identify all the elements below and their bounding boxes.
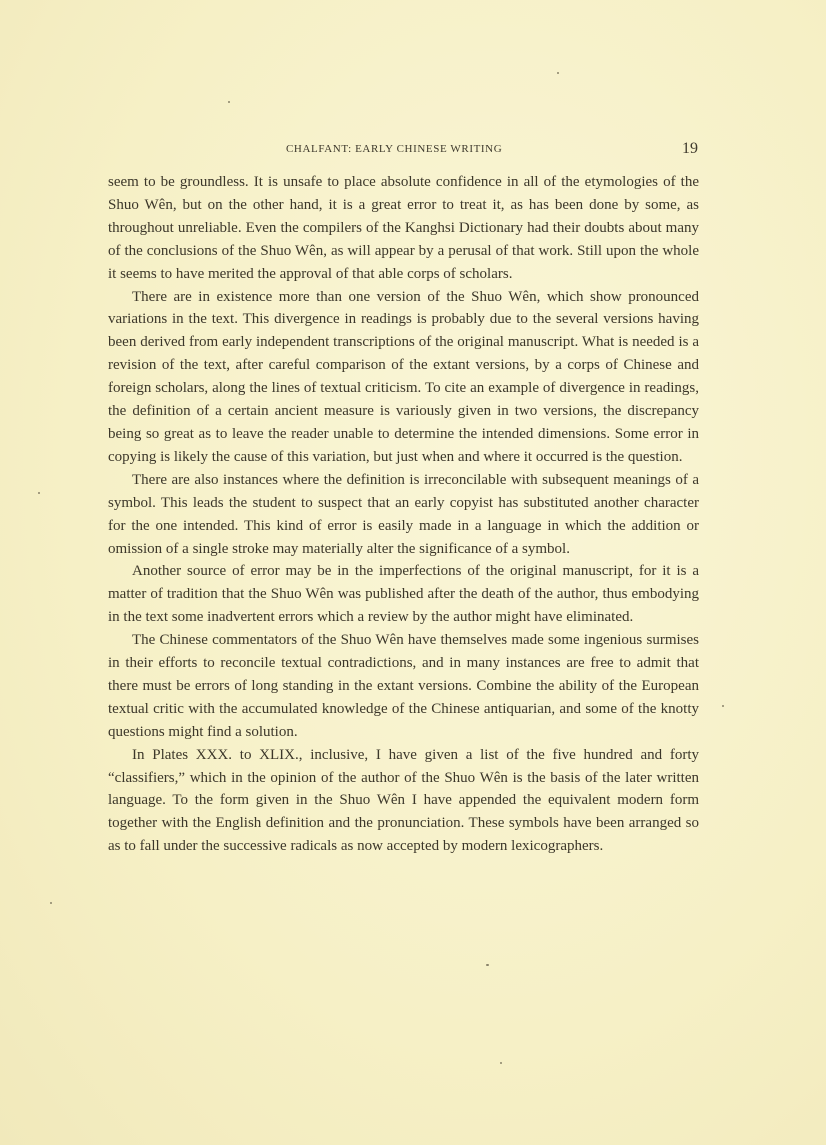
body-text — [108, 171, 699, 858]
paper-speck — [50, 902, 52, 904]
paper-speck — [557, 72, 559, 74]
paper-speck — [38, 492, 40, 494]
page-number: 19 — [682, 140, 698, 157]
paragraph: In Plates XXX. to XLIX., inclusive, I have given a list of the five hundred and forty “classifiers,” which in the opinion of the author of the Shuo Wên is the basis of the later written language. To the form given in the Shuo Wên I have appended the equivalent modern form together with the English definition and the pronunciation. These symbols have been arranged so as to fall under the successive radicals as now accepted by modern lexicographers. — [108, 746, 699, 855]
paper-speck — [722, 705, 724, 707]
paragraph: The Chinese commentators of the Shuo Wên have themselves made some ingenious surmises in their efforts to reconcile textual contradictions, and in many instances are free to admit that there must be errors of long standing in the extant versions. Combine the ability of the European textual critic with the accumulated knowledge of the Chinese antiquarian, and some of the knotty questions might find a solution. — [108, 632, 699, 740]
paragraph: Another source of error may be in the imperfections of the original manuscript, for it is a matter of tradition that the Shuo Wên was published after the death of the author, thus embodying in the text some inadvertent errors which a review by the author might have eliminated. — [108, 563, 699, 626]
paper-speck — [486, 964, 489, 966]
paper-speck — [228, 101, 230, 103]
paragraph: seem to be groundless. It is unsafe to place absolute confidence in all of the etymologies of the Shuo Wên, but on the other hand, it is a great error to treat it, as has been done by some, as throughout unreliable. Even the compilers of the Kanghsi Dictionary had their doubts about many of the conclusions of the Shuo Wên, as will appear by a perusal of that work. Still upon the whole it seems to have merited the approval of that able corps of scholars. — [108, 174, 699, 282]
running-head: CHALFANT: EARLY CHINESE WRITING — [286, 143, 503, 155]
paper-speck — [500, 1062, 502, 1064]
paragraph: There are in existence more than one version of the Shuo Wên, which show pronounced variations in the text. This divergence in readings is probably due to the several versions having been derived from early independent transcriptions of the original manuscript. What is needed is a revision of the text, after careful comparison of the extant versions, by a corps of Chinese and foreign scholars, along the lines of textual criticism. To cite an example of divergence in readings, the definition of a certain ancient measure is variously given in two versions, the discrepancy being so great as to leave the reader unable to determine the intended dimensions. Some error in copying is likely the cause of this variation, but just when and where it occurred is the question. — [108, 288, 699, 465]
page-header — [108, 141, 698, 161]
paragraph: There are also instances where the definition is irreconcilable with subsequent meanings of a symbol. This leads the student to suspect that an early copyist has substituted another character for the one intended. This kind of error is easily made in a language in which the addition or omission of a single stroke may materially alter the significance of a symbol. — [108, 471, 699, 557]
